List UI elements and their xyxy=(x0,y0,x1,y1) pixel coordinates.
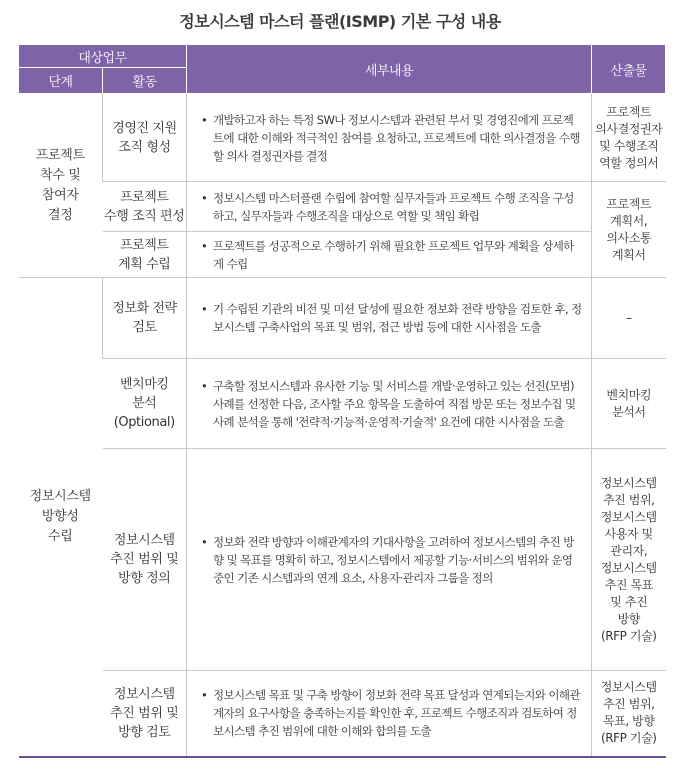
output-cell: 프로젝트 의사결정권자 및 수행조직 역할 정의서 xyxy=(592,94,666,182)
activity-cell: 벤치마킹 분석 (Optional) xyxy=(103,359,187,449)
stage-cell: 프로젝트 착수 및 참여자 결정 xyxy=(19,94,103,278)
table-row xyxy=(19,278,666,359)
table-row xyxy=(19,359,666,449)
header-details: 세부내용 xyxy=(187,45,592,94)
activity-cell: 정보시스템 추진 범위 및 방향 정의 xyxy=(103,449,187,671)
header-stage: 단계 xyxy=(19,68,103,94)
stage-cell: 정보시스템 방향성 수립 xyxy=(19,278,103,757)
output-cell: 프로젝트 계획서, 의사소통 계획서 xyxy=(592,182,666,278)
page-title: 정보시스템 마스터 플랜(ISMP) 기본 구성 내용 xyxy=(179,12,501,31)
output-cell: 정보시스템 추진 범위, 목표, 방향 (RFP 기술) xyxy=(592,671,666,757)
activity-cell: 프로젝트 수행 조직 편성 xyxy=(103,182,187,232)
detail-cell: • 구축할 정보시스템과 유사한 기능 및 서비스를 개발·운영하고 있는 선진(모범)사례를 선정한 다음, 조사할 주요 항목을 도출하여 직접 방문 또는 정보수집 및 사례 분석을 통해 '전략적·기능적·운영적·기술적' 요건에 대한 시사점을 도출 xyxy=(187,359,592,449)
header-activity: 활동 xyxy=(103,68,187,94)
detail-cell: • 개발하고자 하는 특정 SW나 정보시스템과 관련된 부서 및 경영진에게 프로젝트에 대한 이해와 적극적인 참여를 요청하고, 프로젝트에 대한 의사결정을 수행할 의사 결정권자를 결정 xyxy=(187,94,592,182)
detail-cell: • 정보시스템 목표 및 구축 방향이 정보화 전략 목표 달성과 연계되는지와 이해관계자의 요구사항을 충족하는지를 확인한 후, 프로젝트 수행조직과 검토하여 정보시스템 추진 범위에 대한 이해와 합의를 도출 xyxy=(187,671,592,757)
output-cell: – xyxy=(592,278,666,359)
output-cell: 벤치마킹 분석서 xyxy=(592,359,666,449)
detail-cell: • 정보화 전략 방향과 이해관계자의 기대사항을 고려하여 정보시스템의 추진 방향 및 목표를 명확히 하고, 정보시스템에서 제공할 기능·서비스의 범위와 운영 중인 기존 시스템과의 연계 요소, 사용자·관리자 그룹을 정의 xyxy=(187,449,592,671)
header-target-work: 대상업무 xyxy=(19,45,187,68)
table-row xyxy=(19,94,666,182)
table-row xyxy=(19,671,666,757)
table-row xyxy=(19,182,666,232)
output-cell: 정보시스템 추진 범위, 정보시스템 사용자 및 관리자, 정보시스템 추진 목표 및 추진 방향 (RFP 기술) xyxy=(592,449,666,671)
activity-cell: 프로젝트 계획 수립 xyxy=(103,232,187,278)
activity-cell: 정보화 전략 검토 xyxy=(103,278,187,359)
activity-cell: 경영진 지원 조직 형성 xyxy=(103,94,187,182)
ismp-table xyxy=(18,44,666,758)
detail-cell: • 기 수립된 기관의 비전 및 미션 달성에 필요한 정보화 전략 방향을 검토한 후, 정보시스템 구축사업의 목표 및 범위, 접근 방법 등에 대한 시사점을 도출 xyxy=(187,278,592,359)
table-row xyxy=(19,232,666,278)
detail-cell: • 정보시스템 마스터플랜 수립에 참여할 실무자들과 프로젝트 수행 조직을 구성하고, 실무자들과 수행조직을 대상으로 역할 및 책임 확립 xyxy=(187,182,592,232)
detail-cell: • 프로젝트를 성공적으로 수행하기 위해 필요한 프로젝트 업무와 계획을 상세하게 수립 xyxy=(187,232,592,278)
header-output: 산출물 xyxy=(592,45,666,94)
activity-cell: 정보시스템 추진 범위 및 방향 검토 xyxy=(103,671,187,757)
table-row xyxy=(19,449,666,671)
